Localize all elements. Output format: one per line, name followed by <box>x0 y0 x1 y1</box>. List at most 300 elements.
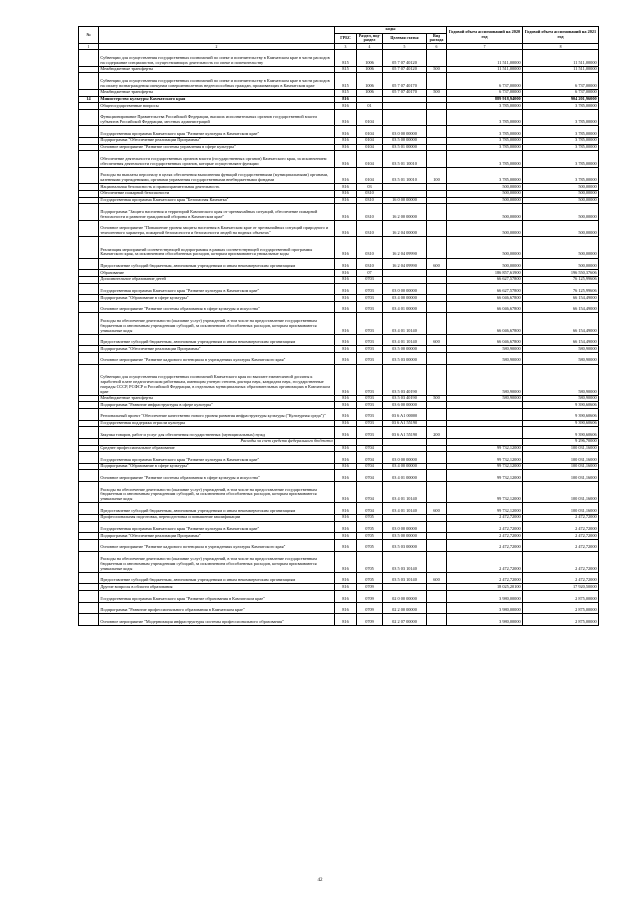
cell-razdel: 0704 <box>357 482 383 503</box>
cell-razdel: 0703 <box>357 395 383 402</box>
cell-target-article <box>383 109 427 125</box>
cell-target-article: 03 6 A1 00000 <box>383 409 427 421</box>
cell-target-article: 16 2 04 00000 <box>383 220 427 236</box>
cell-razdel: 0104 <box>357 126 383 138</box>
cell-name: Подпрограмма "Образование в сфере культуры" <box>99 295 335 302</box>
cell-grbs: 816 <box>335 602 357 614</box>
cell-target-article <box>383 103 427 110</box>
cell-expense-type <box>427 591 447 603</box>
cell-num <box>79 50 99 66</box>
cell-amount-2021: 2 472,72000 <box>523 521 599 533</box>
cell-grbs: 816 <box>335 220 357 236</box>
cell-grbs: 816 <box>335 237 357 258</box>
table-row <box>79 346 599 353</box>
cell-num <box>79 364 99 395</box>
cell-expense-type <box>427 295 447 302</box>
cell-expense-type <box>427 50 447 66</box>
table-row <box>79 184 599 191</box>
cell-num <box>79 482 99 503</box>
cell-amount-2021: 3 785,00000 <box>523 109 599 125</box>
cell-name: Расходы на обеспечение деятельности (оказание услуг) учреждений, в том числе на предоставление государственным бюджетным и автономным учреждениям субсидий, за исключением обособленных расходов, которым присваиваются уникальные коды <box>99 313 335 334</box>
cell-amount-2020: 500,00000 <box>447 184 523 191</box>
cell-amount-2020: 99 732,12000 <box>447 452 523 464</box>
cell-target-article: 03 6 A1 55190 <box>383 427 427 439</box>
cell-name: Предоставление субсидий бюджетным, автономным учреждениям и иным некоммерческим организациям <box>99 258 335 270</box>
cell-expense-type <box>427 204 447 220</box>
cell-amount-2021: 66 154,49000 <box>523 301 599 313</box>
cell-name: Функционирование Правительства Российской Федерации, высших исполнительных органов государственной власти субъектов Российской Федерации, местных администраций <box>99 109 335 125</box>
cell-razdel: 0703 <box>357 334 383 346</box>
cell-name: Среднее профессиональное образование <box>99 445 335 452</box>
cell-target-article: 03 5 03 10140 <box>383 551 427 572</box>
cell-amount-2021: 500,00000 <box>523 204 599 220</box>
cell-amount-2020: 3 980,00000 <box>447 591 523 603</box>
cell-razdel: 0104 <box>357 109 383 125</box>
header-expense-type: Вид расхода <box>427 33 447 44</box>
cell-amount-2020: 3 980,00000 <box>447 602 523 614</box>
cell-amount-2021: 3 785,00000 <box>523 151 599 167</box>
cell-num <box>79 258 99 270</box>
cell-amount-2020: 580,90000 <box>447 395 523 402</box>
cell-grbs: 816 <box>335 364 357 395</box>
cell-target-article: 05 7 07 40170 <box>383 73 427 89</box>
cell-razdel: 01 <box>357 103 383 110</box>
table-row <box>79 463 599 470</box>
header-colnum: 3 <box>335 44 357 50</box>
cell-grbs: 816 <box>335 151 357 167</box>
cell-amount-2021: 2 472,72000 <box>523 533 599 540</box>
cell-amount-2021: 500,00000 <box>523 258 599 270</box>
cell-target-article: 16 0 00 00000 <box>383 197 427 204</box>
cell-name: Подпрограмма "Защита населения и территорий Камчатского края от чрезвычайных ситуаций, обеспечение пожарной безопасности и развитие гражданской обороны в Камчатском крае" <box>99 204 335 220</box>
cell-grbs: 816 <box>335 470 357 482</box>
cell-name: Подпрограмма "Образование в сфере культуры" <box>99 463 335 470</box>
table-row <box>79 470 599 482</box>
cell-amount-2020: 580,90000 <box>447 364 523 395</box>
cell-amount-2020: 3 785,00000 <box>447 167 523 183</box>
cell-razdel: 0709 <box>357 591 383 603</box>
table-row <box>79 614 599 626</box>
table-row <box>79 572 599 584</box>
cell-name: Подпрограмма "Развитие профессионального образования в Камчатском крае" <box>99 602 335 614</box>
cell-grbs: 816 <box>335 402 357 409</box>
cell-expense-type <box>427 521 447 533</box>
cell-amount-2020: 99 732,12000 <box>447 503 523 515</box>
cell-amount-2021: 9 390,60606 <box>523 420 599 427</box>
cell-grbs: 816 <box>335 515 357 522</box>
cell-grbs: 816 <box>335 204 357 220</box>
cell-amount-2020 <box>447 438 523 445</box>
cell-razdel: 0310 <box>357 197 383 204</box>
header-colnum: 7 <box>447 44 523 50</box>
cell-amount-2021: 66 154,49000 <box>523 313 599 334</box>
cell-num <box>79 420 99 427</box>
cell-amount-2021: 9 390,60606 <box>523 402 599 409</box>
cell-grbs: 816 <box>335 109 357 125</box>
cell-name: Субвенции для осуществления государственных полномочий по опеке и попечительству в Камчатском крае в части расходов на оплату вознаграждения опекунам совершеннолетних недееспособных граждан, проживающих в Камчатском крае <box>99 73 335 89</box>
cell-target-article: 03 5 01 10010 <box>383 151 427 167</box>
header-target-article: Целевая статья <box>383 33 427 44</box>
cell-grbs: 816 <box>335 482 357 503</box>
cell-name: Субвенции для осуществления государственных полномочий Камчатского края по выплате ежемесячной доплаты к заработной плате педагогическим работникам, имеющим ученую степень доктора наук, кандидата наук, государственные награды СССР, РСФСР и Российской Федерации, в отдельных муниципальных образовательных организациях в Камчатском крае <box>99 364 335 395</box>
table-row <box>79 270 599 277</box>
cell-razdel: 0705 <box>357 521 383 533</box>
cell-name: Основное мероприятие "Развитие кадрового потенциала в учреждениях культуры Камчатского края" <box>99 352 335 364</box>
cell-expense-type <box>427 237 447 258</box>
cell-razdel: 0709 <box>357 584 383 591</box>
cell-grbs: 816 <box>335 346 357 353</box>
cell-expense-type: 500 <box>427 89 447 96</box>
cell-expense-type <box>427 190 447 197</box>
table-row <box>79 276 599 283</box>
cell-amount-2021: 196 550,37606 <box>523 270 599 277</box>
cell-razdel: 0703 <box>357 301 383 313</box>
cell-name: Образование <box>99 270 335 277</box>
cell-name: Основное мероприятие "Развитие кадрового потенциала в учреждениях культуры Камчатского края" <box>99 539 335 551</box>
cell-num: 14 <box>79 96 99 103</box>
cell-expense-type: 600 <box>427 503 447 515</box>
cell-amount-2021: 500,00000 <box>523 190 599 197</box>
cell-num <box>79 452 99 464</box>
cell-expense-type <box>427 602 447 614</box>
cell-expense-type <box>427 151 447 167</box>
cell-razdel: 0703 <box>357 364 383 395</box>
cell-num <box>79 551 99 572</box>
cell-grbs: 816 <box>335 313 357 334</box>
cell-target-article: 03 5 01 10010 <box>383 167 427 183</box>
table-row <box>79 144 599 151</box>
cell-amount-2021: 3 785,00000 <box>523 103 599 110</box>
cell-expense-type: 600 <box>427 572 447 584</box>
cell-amount-2021: 76 125,99606 <box>523 276 599 283</box>
cell-amount-2020: 66 627,57800 <box>447 283 523 295</box>
cell-num <box>79 190 99 197</box>
cell-expense-type <box>427 109 447 125</box>
cell-amount-2020: 3 785,00000 <box>447 151 523 167</box>
cell-num <box>79 295 99 302</box>
cell-amount-2020: 3 785,00000 <box>447 103 523 110</box>
cell-razdel: 0310 <box>357 204 383 220</box>
cell-expense-type <box>427 220 447 236</box>
header-colnum: 4 <box>357 44 383 50</box>
cell-amount-2021: 100 031,16000 <box>523 452 599 464</box>
table-row <box>79 352 599 364</box>
cell-num <box>79 334 99 346</box>
cell-amount-2020: 3 785,00000 <box>447 144 523 151</box>
cell-name: Закупка товаров, работ и услуг для обеспечения государственных (муниципальных) нужд <box>99 427 335 439</box>
cell-grbs: 816 <box>335 126 357 138</box>
table-row <box>79 220 599 236</box>
cell-expense-type <box>427 515 447 522</box>
cell-target-article: 03 0 00 00000 <box>383 521 427 533</box>
cell-target-article: 02 0 00 00000 <box>383 591 427 603</box>
cell-name: Реализация мероприятий соответствующей подпрограммы в рамках соответствующей государственной программы Камчатского края, за исключением обособленных расходов, которым присваиваются уникальные коды <box>99 237 335 258</box>
cell-amount-2020: 580,90000 <box>447 352 523 364</box>
cell-amount-2021: 100 031,16000 <box>523 470 599 482</box>
cell-razdel: 0703 <box>357 346 383 353</box>
table-row <box>79 402 599 409</box>
table-row <box>79 301 599 313</box>
header-codes: коды <box>335 27 447 34</box>
cell-grbs: 816 <box>335 584 357 591</box>
budget-table-page <box>78 26 598 626</box>
cell-amount-2021: 2 472,72000 <box>523 515 599 522</box>
cell-amount-2020 <box>447 409 523 421</box>
cell-amount-2020 <box>447 420 523 427</box>
table-row <box>79 73 599 89</box>
cell-grbs: 816 <box>335 427 357 439</box>
cell-grbs: 816 <box>335 276 357 283</box>
cell-grbs: 816 <box>335 103 357 110</box>
cell-num <box>79 614 99 626</box>
cell-target-article: 03 5 03 00000 <box>383 352 427 364</box>
cell-razdel: 0310 <box>357 258 383 270</box>
table-row <box>79 395 599 402</box>
cell-target-article: 03 5 03 40190 <box>383 395 427 402</box>
cell-name: Профессиональная подготовка, переподготовка и повышение квалификации <box>99 515 335 522</box>
cell-expense-type <box>427 301 447 313</box>
cell-amount-2020: 18 025,20100 <box>447 584 523 591</box>
cell-grbs: 816 <box>335 503 357 515</box>
cell-target-article: 03 5 03 10140 <box>383 572 427 584</box>
cell-razdel: 03 <box>357 184 383 191</box>
table-row <box>79 533 599 540</box>
table-row <box>79 503 599 515</box>
cell-target-article <box>383 438 427 445</box>
cell-amount-2021: 100 031,16000 <box>523 463 599 470</box>
header-colnum: 8 <box>523 44 599 50</box>
cell-num <box>79 109 99 125</box>
cell-amount-2020: 11 511,00000 <box>447 50 523 66</box>
cell-grbs: 816 <box>335 301 357 313</box>
cell-target-article: 03 0 00 00000 <box>383 452 427 464</box>
cell-target-article: 16 2 00 00000 <box>383 204 427 220</box>
cell-amount-2020: 66 046,67800 <box>447 313 523 334</box>
cell-name: Государственная программа Камчатского края "Развитие культуры в Камчатском крае" <box>99 283 335 295</box>
cell-razdel: 1006 <box>357 73 383 89</box>
cell-target-article: 05 7 07 40120 <box>383 50 427 66</box>
cell-target-article <box>383 276 427 283</box>
cell-name: Подпрограмма "Обеспечение реализации Программы" <box>99 346 335 353</box>
cell-amount-2021: 2 875,00000 <box>523 614 599 626</box>
cell-expense-type <box>427 346 447 353</box>
cell-razdel: 0705 <box>357 551 383 572</box>
cell-num <box>79 470 99 482</box>
cell-amount-2020: 500,00000 <box>447 190 523 197</box>
cell-amount-2020: 2 472,72000 <box>447 539 523 551</box>
cell-target-article: 02 2 00 00000 <box>383 602 427 614</box>
cell-expense-type <box>427 533 447 540</box>
cell-amount-2021: 6 737,00000 <box>523 73 599 89</box>
table-row <box>79 50 599 66</box>
cell-razdel: 0703 <box>357 313 383 334</box>
cell-target-article: 16 2 04 09990 <box>383 258 427 270</box>
cell-grbs: 816 <box>335 258 357 270</box>
table-row <box>79 103 599 110</box>
cell-num <box>79 591 99 603</box>
cell-amount-2020: 3 785,00000 <box>447 109 523 125</box>
cell-name: Основное мероприятие "Модернизация инфраструктуры системы профессионального образования" <box>99 614 335 626</box>
cell-grbs: 816 <box>335 352 357 364</box>
cell-name: Подпрограмма "Обеспечение реализации Программы" <box>99 533 335 540</box>
cell-razdel: 0703 <box>357 402 383 409</box>
cell-target-article: 03 6 00 00000 <box>383 402 427 409</box>
cell-amount-2020: 99 732,12000 <box>447 463 523 470</box>
cell-name: Расходы за счет средств федерального бюджета <box>99 438 335 445</box>
cell-name: Основное мероприятие "Повышение уровня защиты населения в Камчатском крае от чрезвычайных ситуаций природного и техногенного характера, пожарной безопасности и безопасности людей на водных объектах" <box>99 220 335 236</box>
cell-target-article: 03 5 01 00000 <box>383 144 427 151</box>
cell-amount-2020: 66 046,67800 <box>447 295 523 302</box>
header-grbs: ГРБС <box>335 33 357 44</box>
cell-name: Предоставление субсидий бюджетным, автономным учреждениям и иным некоммерческим организациям <box>99 503 335 515</box>
cell-name: Национальная безопасность и правоохранительная деятельность <box>99 184 335 191</box>
cell-target-article: 03 4 00 00000 <box>383 463 427 470</box>
cell-amount-2020: 500,00000 <box>447 204 523 220</box>
cell-amount-2020: 2 472,72000 <box>447 533 523 540</box>
cell-num <box>79 395 99 402</box>
page-number: 42 <box>317 878 323 883</box>
cell-amount-2020: 99 732,12000 <box>447 445 523 452</box>
cell-expense-type <box>427 584 447 591</box>
cell-num <box>79 66 99 73</box>
header-razdel: Раздел, под-раздел <box>357 33 383 44</box>
header-colnum: 1 <box>79 44 99 50</box>
table-row <box>79 551 599 572</box>
cell-name: Обеспечение деятельности государственных органов власти (государственных органов) Камчатского края, за исключением обеспечения деятельности государственных органов, которые осуществляют функции <box>99 151 335 167</box>
cell-name: Министерство культуры Камчатского края <box>99 96 335 103</box>
cell-target-article: 03 6 A1 55190 <box>383 420 427 427</box>
cell-amount-2021: 11 511,00000 <box>523 66 599 73</box>
cell-name: Государственная программа Камчатского края "Развитие культуры в Камчатском крае" <box>99 452 335 464</box>
cell-amount-2020: 2 472,72000 <box>447 572 523 584</box>
table-header <box>79 27 599 50</box>
table-row <box>79 197 599 204</box>
cell-expense-type <box>427 409 447 421</box>
cell-num <box>79 352 99 364</box>
cell-amount-2021: 904 201,96000 <box>523 96 599 103</box>
cell-razdel <box>357 438 383 445</box>
cell-name: Межбюджетные трансферты <box>99 66 335 73</box>
table-row <box>79 521 599 533</box>
cell-razdel: 0709 <box>357 614 383 626</box>
cell-amount-2020: 3 785,00000 <box>447 126 523 138</box>
cell-target-article: 03 5 03 40190 <box>383 364 427 395</box>
cell-expense-type <box>427 445 447 452</box>
cell-amount-2021: 6 737,00000 <box>523 89 599 96</box>
cell-razdel: 0703 <box>357 352 383 364</box>
cell-expense-type <box>427 184 447 191</box>
cell-razdel: 07 <box>357 270 383 277</box>
cell-razdel: 0703 <box>357 409 383 421</box>
cell-amount-2020: 6 737,00000 <box>447 89 523 96</box>
cell-expense-type: 600 <box>427 334 447 346</box>
cell-razdel: 0704 <box>357 445 383 452</box>
cell-num <box>79 445 99 452</box>
cell-amount-2021: 66 154,49000 <box>523 295 599 302</box>
cell-name: Подпрограмма "Развитие инфраструктуры в сфере культуры" <box>99 402 335 409</box>
cell-grbs: 816 <box>335 395 357 402</box>
cell-expense-type <box>427 270 447 277</box>
cell-target-article <box>383 184 427 191</box>
cell-amount-2020: 500,00000 <box>447 237 523 258</box>
cell-amount-2021: 500,00000 <box>523 220 599 236</box>
budget-table <box>78 26 599 626</box>
header-colnum: 2 <box>99 44 335 50</box>
cell-target-article: 03 5 00 00000 <box>383 137 427 144</box>
cell-amount-2020: 11 511,00000 <box>447 66 523 73</box>
cell-grbs <box>335 438 357 445</box>
cell-grbs: 816 <box>335 137 357 144</box>
cell-expense-type <box>427 313 447 334</box>
cell-expense-type <box>427 452 447 464</box>
cell-name: Расходы на обеспечение деятельности (оказание услуг) учреждений, в том числе на предоставление государственным бюджетным и автономным учреждениям субсидий, за исключением обособленных расходов, которым присваиваются уникальные коды <box>99 482 335 503</box>
cell-razdel: 0703 <box>357 295 383 302</box>
cell-target-article: 03 4 01 10140 <box>383 334 427 346</box>
cell-grbs: 816 <box>335 167 357 183</box>
table-row <box>79 96 599 103</box>
cell-num <box>79 572 99 584</box>
cell-amount-2020 <box>447 402 523 409</box>
cell-name: Государственная программа Камчатского края "Развитие образования в Камчатском крае" <box>99 591 335 603</box>
cell-expense-type <box>427 73 447 89</box>
cell-expense-type <box>427 420 447 427</box>
cell-amount-2020 <box>447 427 523 439</box>
cell-num <box>79 204 99 220</box>
table-row <box>79 420 599 427</box>
cell-razdel: 0709 <box>357 602 383 614</box>
cell-name: Государственная программа Камчатского края "Развитие культуры в Камчатском крае" <box>99 126 335 138</box>
cell-amount-2021: 9 296,70000 <box>523 438 599 445</box>
cell-grbs: 816 <box>335 551 357 572</box>
cell-expense-type <box>427 276 447 283</box>
cell-amount-2020: 889 918,94000 <box>447 96 523 103</box>
cell-grbs: 816 <box>335 445 357 452</box>
cell-razdel: 1006 <box>357 50 383 66</box>
cell-grbs: 816 <box>335 420 357 427</box>
cell-grbs: 816 <box>335 614 357 626</box>
cell-expense-type <box>427 283 447 295</box>
cell-amount-2020: 66 046,67800 <box>447 301 523 313</box>
cell-target-article: 03 4 01 00000 <box>383 301 427 313</box>
cell-razdel: 0704 <box>357 463 383 470</box>
cell-target-article: 16 2 04 09990 <box>383 237 427 258</box>
cell-amount-2020: 99 732,12000 <box>447 482 523 503</box>
cell-num <box>79 184 99 191</box>
cell-name: Дополнительное образование детей <box>99 276 335 283</box>
cell-amount-2021: 3 785,00000 <box>523 167 599 183</box>
cell-target-article: 03 4 01 10140 <box>383 503 427 515</box>
cell-num <box>79 276 99 283</box>
table-row <box>79 190 599 197</box>
table-row <box>79 409 599 421</box>
cell-amount-2020: 186 857,61900 <box>447 270 523 277</box>
cell-num <box>79 602 99 614</box>
cell-num <box>79 137 99 144</box>
cell-num <box>79 533 99 540</box>
cell-amount-2021: 580,90000 <box>523 395 599 402</box>
cell-name: Государственная программа Камчатского края "Развитие культуры в Камчатском крае" <box>99 521 335 533</box>
cell-expense-type: 100 <box>427 167 447 183</box>
table-row <box>79 66 599 73</box>
cell-target-article <box>383 96 427 103</box>
cell-amount-2021: 2 875,00000 <box>523 591 599 603</box>
header-num: № <box>79 27 99 44</box>
cell-expense-type <box>427 197 447 204</box>
cell-amount-2021: 3 785,00000 <box>523 137 599 144</box>
cell-target-article: 03 4 01 00000 <box>383 470 427 482</box>
cell-num <box>79 402 99 409</box>
cell-expense-type <box>427 96 447 103</box>
